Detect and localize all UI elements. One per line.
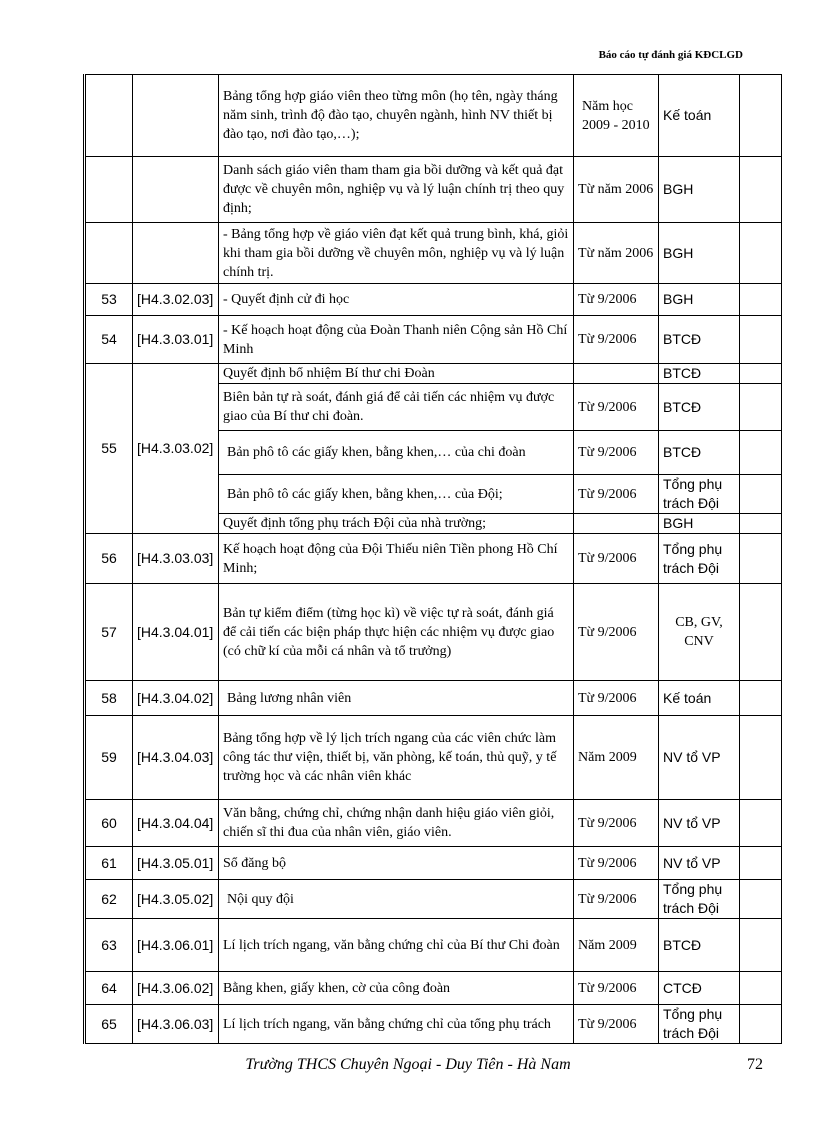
notes-cell [740,1005,782,1044]
evidence-responsible: BTCĐ [659,384,740,431]
row-number: 61 [85,847,133,880]
evidence-code: [H4.3.04.04] [133,800,219,847]
evidence-responsible: BGH [659,514,740,534]
evidence-responsible: Tổng phụ trách Đội [659,1005,740,1044]
evidence-responsible: CTCĐ [659,972,740,1005]
notes-cell [740,475,782,514]
table-row [85,157,782,223]
notes-cell [740,681,782,716]
evidence-time: Từ 9/2006 [574,800,659,847]
evidence-time: Từ 9/2006 [574,847,659,880]
table-row [85,223,782,284]
row-number: 60 [85,800,133,847]
table-row [85,919,782,972]
evidence-code [133,157,219,223]
table-row [85,534,782,584]
evidence-name: Bản phô tô các giấy khen, bằng khen,… của chi đoàn [219,431,574,475]
evidence-time: Từ 9/2006 [574,972,659,1005]
row-number: 62 [85,880,133,919]
row-number: 63 [85,919,133,972]
evidence-responsible: NV tổ VP [659,716,740,800]
evidence-name: Danh sách giáo viên tham tham gia bồi dưỡng và kết quả đạt được về chuyên môn, nghiệp vụ và lý luận chính trị theo quy định; [219,157,574,223]
notes-cell [740,800,782,847]
evidence-name: Văn bằng, chứng chỉ, chứng nhận danh hiệu giáo viên giỏi, chiến sĩ thi đua của nhân viên, giáo viên. [219,800,574,847]
evidence-name: Bản phô tô các giấy khen, bằng khen,… của Đội; [219,475,574,514]
evidence-code: [H4.3.05.02] [133,880,219,919]
row-number: 58 [85,681,133,716]
table-row [85,972,782,1005]
evidence-name: - Kế hoạch hoạt động của Đoàn Thanh niên Cộng sản Hồ Chí Minh [219,316,574,364]
evidence-responsible: Tổng phụ trách Đội [659,534,740,584]
table-row [85,880,782,919]
evidence-time: Từ 9/2006 [574,316,659,364]
notes-cell [740,284,782,316]
evidence-time: Từ 9/2006 [574,584,659,681]
notes-cell [740,75,782,157]
table-row [85,681,782,716]
evidence-name: Nội quy đội [219,880,574,919]
notes-cell [740,847,782,880]
evidence-responsible: NV tổ VP [659,800,740,847]
evidence-responsible: BTCĐ [659,364,740,384]
evidence-code: [H4.3.06.01] [133,919,219,972]
evidence-name: Kế hoạch hoạt động của Đội Thiếu niên Tiền phong Hồ Chí Minh; [219,534,574,584]
evidence-time: Từ 9/2006 [574,681,659,716]
evidence-responsible: BGH [659,157,740,223]
notes-cell [740,972,782,1005]
evidence-name: Biên bản tự rà soát, đánh giá để cải tiến các nhiệm vụ được giao của Bí thư chi đoàn. [219,384,574,431]
evidence-name: - Bảng tổng hợp về giáo viên đạt kết quả trung bình, khá, giỏi khi tham gia bồi dưỡng về chuyên môn, nghiệp vụ và lý luận chính trị. [219,223,574,284]
evidence-name: Sổ đăng bộ [219,847,574,880]
evidence-responsible: Kế toán [659,75,740,157]
evidence-time: Từ 9/2006 [574,880,659,919]
row-number: 54 [85,316,133,364]
notes-cell [740,716,782,800]
evidence-responsible: BTCĐ [659,919,740,972]
notes-cell [740,534,782,584]
notes-cell [740,880,782,919]
evidence-time: Từ năm 2006 [574,157,659,223]
evidence-code: [H4.3.04.03] [133,716,219,800]
footer-school-name: Trường THCS Chuyên Ngoại - Duy Tiên - Hà Nam [245,1056,571,1073]
table-row [85,1005,782,1044]
evidence-code [133,223,219,284]
row-number [85,75,133,157]
notes-cell [740,431,782,475]
table-row [85,716,782,800]
evidence-time: Từ 9/2006 [574,384,659,431]
row-number: 56 [85,534,133,584]
evidence-responsible: Tổng phụ trách Đội [659,880,740,919]
row-number: 59 [85,716,133,800]
evidence-code: [H4.3.04.02] [133,681,219,716]
notes-cell [740,316,782,364]
page-number: 72 [747,1056,763,1073]
evidence-name: Bằng khen, giấy khen, cờ của công đoàn [219,972,574,1005]
table-row [85,584,782,681]
evidence-name: Bảng lương nhân viên [219,681,574,716]
evidence-code: [H4.3.04.01] [133,584,219,681]
row-number [85,157,133,223]
evidence-code: [H4.3.02.03] [133,284,219,316]
evidence-time [574,364,659,384]
table-row [85,364,782,384]
table-row [85,316,782,364]
evidence-table [83,74,782,1044]
evidence-responsible: Tổng phụ trách Đội [659,475,740,514]
evidence-code: [H4.3.06.03] [133,1005,219,1044]
evidence-responsible: BTCĐ [659,316,740,364]
evidence-name: Quyết định bổ nhiệm Bí thư chi Đoàn [219,364,574,384]
table-row [85,800,782,847]
evidence-time: Từ 9/2006 [574,284,659,316]
notes-cell [740,223,782,284]
evidence-time [574,514,659,534]
evidence-code: [H4.3.06.02] [133,972,219,1005]
row-number: 64 [85,972,133,1005]
notes-cell [740,514,782,534]
evidence-code: [H4.3.03.02] [133,364,219,534]
evidence-responsible: BGH [659,284,740,316]
evidence-code: [H4.3.05.01] [133,847,219,880]
evidence-responsible: NV tổ VP [659,847,740,880]
evidence-time: Từ 9/2006 [574,431,659,475]
evidence-time: Từ năm 2006 [574,223,659,284]
evidence-responsible: BGH [659,223,740,284]
evidence-name: Lí lịch trích ngang, văn bằng chứng chỉ của Bí thư Chi đoàn [219,919,574,972]
evidence-time: Năm học 2009 - 2010 [574,75,659,157]
evidence-responsible: Kế toán [659,681,740,716]
evidence-code: [H4.3.03.03] [133,534,219,584]
evidence-time: Năm 2009 [574,919,659,972]
notes-cell [740,157,782,223]
notes-cell [740,364,782,384]
row-number [85,223,133,284]
evidence-code [133,75,219,157]
evidence-time: Năm 2009 [574,716,659,800]
evidence-name: Lí lịch trích ngang, văn bằng chứng chỉ của tổng phụ trách [219,1005,574,1044]
evidence-responsible: BTCĐ [659,431,740,475]
notes-cell [740,919,782,972]
evidence-name: Bảng tổng hợp về lý lịch trích ngang của các viên chức làm công tác thư viện, thiết bị, văn phòng, kế toán, thủ quỹ, y tế trường học và các nhân viên khác [219,716,574,800]
evidence-time: Từ 9/2006 [574,475,659,514]
evidence-responsible: CB, GV, CNV [659,584,740,681]
row-number: 57 [85,584,133,681]
table-row [85,284,782,316]
notes-cell [740,584,782,681]
evidence-code: [H4.3.03.01] [133,316,219,364]
row-number: 53 [85,284,133,316]
table-row [85,75,782,157]
evidence-time: Từ 9/2006 [574,534,659,584]
table-row [85,847,782,880]
evidence-time: Từ 9/2006 [574,1005,659,1044]
evidence-name: - Quyết định cử đi học [219,284,574,316]
evidence-name: Bản tự kiểm điểm (từng học kì) về việc tự rà soát, đánh giá để cải tiến các biện pháp thực hiện các nhiệm vụ được giao (có chữ kí của mỗi cá nhân và tổ trưởng) [219,584,574,681]
report-header-title: Báo cáo tự đánh giá KĐCLGD [598,49,743,61]
evidence-name: Bảng tổng hợp giáo viên theo từng môn (họ tên, ngày tháng năm sinh, trình độ đào tạo, chuyên ngành, hình NV thiết bị đào tạo, nơi đào tạo,…); [219,75,574,157]
row-number: 55 [85,364,133,534]
notes-cell [740,384,782,431]
evidence-name: Quyết định tổng phụ trách Đội của nhà trường; [219,514,574,534]
row-number: 65 [85,1005,133,1044]
